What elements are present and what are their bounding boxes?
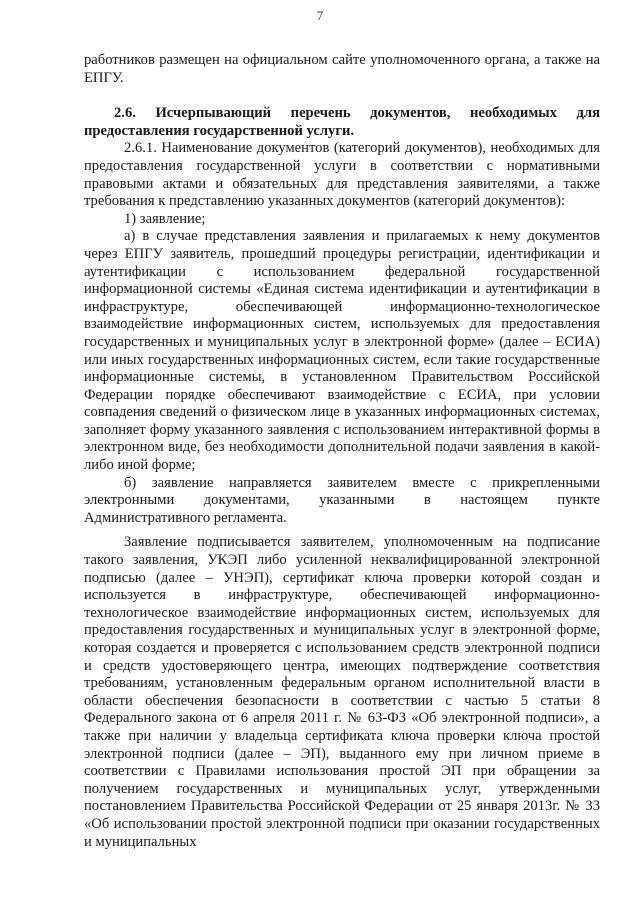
paragraph-item-b: б) заявление направляется заявителем вместе с прикрепленными электронными документами, указанными в настоящем пункте Административного регламента. [84, 474, 600, 526]
paragraph-item-1: 1) заявление; [124, 210, 206, 227]
page-number: 7 [316, 8, 324, 23]
paragraph-2-6-1: 2.6.1. Наименование документов (категорий документов), необходимых для предоставления государственной услуги в соответствии с нормативными правовыми актами и обязательных для представления заявителями, а также требования к представлению указанных документов (категорий документов): [84, 140, 600, 210]
page-content [84, 52, 600, 851]
paragraph-item-a: а) в случае представления заявления и прилагаемых к нему документов через ЕПГУ заявитель, прошедший процедуры регистрации, идентификации и аутентификации с использованием федеральной государственной информационной системы «Единая система идентификации и аутентификации в инфраструктуре, обеспечивающей информационно-технологическое взаимодействие информационных систем, используемых для предоставления государственных и муниципальных услуг в электронной форме» (далее – ЕСИА) или иных государственных информационных систем, если такие государственные информационные системы, в установленном Правительством Российской Федерации порядке обеспечивают взаимодействие с ЕСИА, при условии совпадения сведений о физическом лице в указанных информационных системах, заполняет форму указанного заявления с использованием интерактивной формы в электронном виде, без необходимости дополнительной подачи заявления в какой-либо иной форме; [84, 228, 600, 474]
paragraph-signature: Заявление подписывается заявителем, уполномоченным на подписание такого заявления, УКЭП либо усиленной неквалифицированной электронной подписью (далее – УНЭП), сертификат ключа проверки которой создан и используется в инфраструктуре, обеспечивающей информационно-технологическое взаимодействие информационных систем, используемых для предоставления государственных и муниципальных услуг в электронной форме, которая создается и проверяется с использованием средств электронной подписи и средств удостоверяющего центра, имеющих подтверждение соответствия требованиям, установленным федеральным органом исполнительной власти в области обеспечения безопасности в соответствии с частью 5 статьи 8 Федерального закона от 6 апреля 2011 г. № 63-ФЗ «Об электронной подписи», а также при наличии у владельца сертификата ключа проверки ключа простой электронной подписи (далее – ЭП), выданного ему при личном приеме в соответствии с Правилами использования простой ЭП при обращении за получением государственных и муниципальных услуг, утвержденными постановлением Правительства Российской Федерации от 25 января 2013г. № 33 «Об использовании простой электронной подписи при оказании государственных и муниципальных [84, 534, 600, 850]
paragraph-continuation: работников размещен на официальном сайте уполномоченного органа, а также на ЕПГУ. [84, 52, 600, 86]
section-heading: 2.6. Исчерпывающий перечень документов, необходимых для предоставления государственной услуги. [84, 105, 600, 139]
